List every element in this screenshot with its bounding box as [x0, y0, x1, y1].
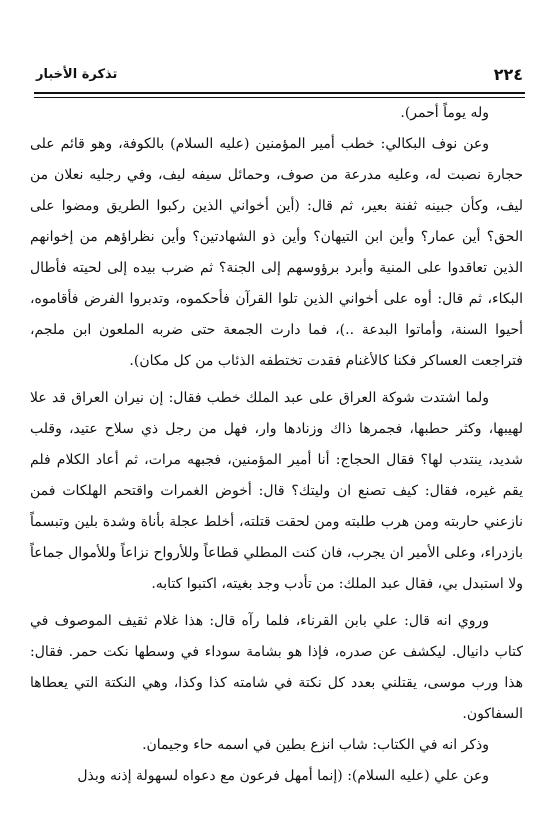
header-rule-thick: [34, 92, 525, 94]
page-number: ٢٢٤: [493, 64, 523, 84]
paragraph-closing-line: وله يوماً أحمر).: [400, 105, 489, 121]
paragraph-ali-quote: وعن علي (عليه السلام): (إنما أمهل فرعون مع دعواه لسهولة إذنه وبذل: [77, 768, 489, 784]
body-text: [30, 98, 523, 792]
paragraph-book-mention: وذكر انه في الكتاب: شاب انزع بطين في اسمه حاء وجيمان.: [142, 737, 489, 753]
paragraph-nawf-bikali: وعن نوف البكالي: خطب أمير المؤمنين (عليه السلام) بالكوفة، وهو قائم على حجارة نصبت له، وعليه مدرعة من صوف، وحمائل سيفه ليف، وفي رجليه نعلان من ليف، وكأن جبينه ثفنة بعير، ثم قال: (أين أخواني الذين ركبوا الطريق ومضوا على الحق؟ أين عمار؟ وأين ابن التيهان؟ وأين ذو الشهادتين؟ وأين نظراؤهم من إخوانهم الذين تعاقدوا على المنية وأبرد برؤوسهم إلى الجنة؟ ثم ضرب بيده إلى لحيته فأطال البكاء، ثم قال: أوه على أخواني الذين تلوا القرآن فأحكموه، وتدبروا الفرض فأقاموه، أحيوا السنة، وأماتوا البدعة ..)، فما دارت الجمعة حتى ضربه الملعون ابن ملجم، فتراجعت العساكر فكنا كالأغنام فقدت تختطفه الذئاب من كل مكان).: [30, 136, 523, 369]
paragraph-ibn-al-qarna: وروي انه قال: علي بابن القرناء، فلما رآه قال: هذا غلام ثقيف الموصوف في كتاب دانيال. ليكشف عن صدره، فإذا هو بشامة سوداء في وسطها نكت حمر. فقال: هذا ورب موسى، يقتلني بعدد كل نكتة في شامته كذا وكذا، وهي النكتة التي يعطاها السفاكون.: [30, 613, 523, 722]
page-header: [34, 56, 525, 92]
paragraph-abd-al-malik: ولما اشتدت شوكة العراق على عبد الملك خطب فقال: إن نيران العراق قد علا لهيبها، وكثر حطبها، فجمرها ذاك وزنادها وار، فهل من رجل ذي سلاح عتيد، وقلب شديد، ينتدب لها؟ فقال الحجاج: أنا أمير المؤمنين، فجبهه مرات، ثم أعاد الكلام فلم يقم غيره، فقال: كيف تصنع ان وليتك؟ قال: أخوض الغمرات واقتحم الهلكات فمن نازعني حاربته ومن هرب طلبته ومن لحقت قتلته، أخلط عجلة بأناة وشدة بلين وتبسماً بازدراء، وعلى الأمير ان يجرب، فان كنت المطلي قطاعاً وللأرواح نزاعاً وللأموال جماعاً ولا استبدل بي، فقال عبد الملك: من تأدب وجد بغيته، اكتبوا كتابه.: [30, 390, 523, 592]
running-title: تذكرة الأخبار: [36, 66, 118, 82]
